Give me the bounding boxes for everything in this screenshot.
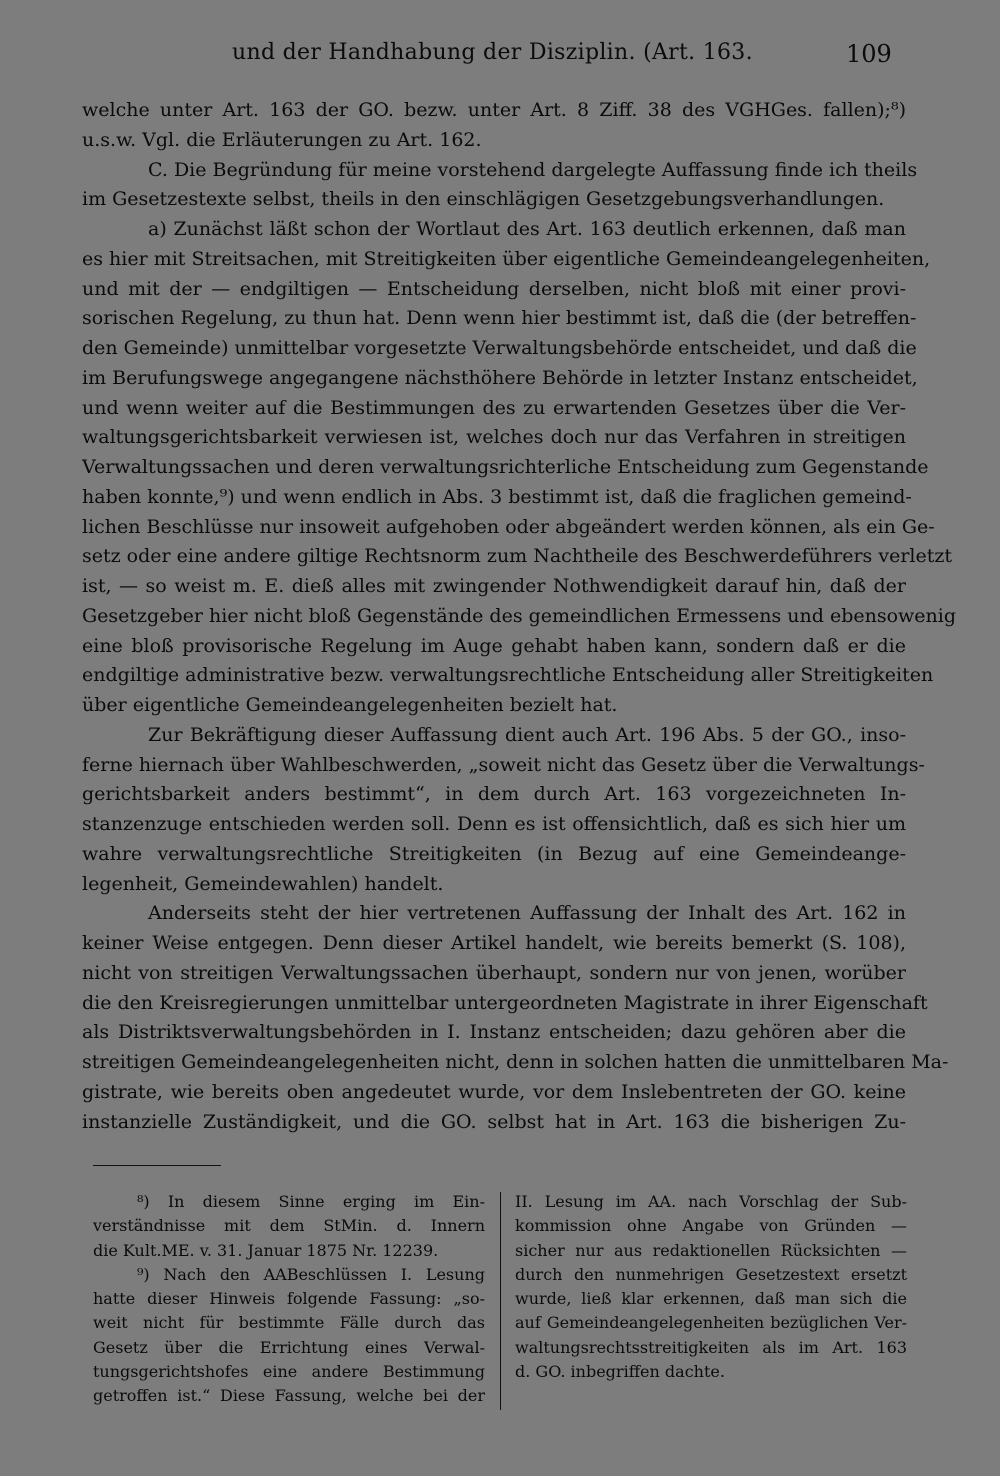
text-line: Zur Bekräftigung dieser Auffassung dient auch Art. 196 Abs. 5 der GO., inso-: [148, 723, 906, 746]
text-line: instanzielle Zuständigkeit, und die GO. selbst hat in Art. 163 die bisherigen Zu-: [82, 1110, 906, 1133]
text-line: lichen Beschlüsse nur insoweit aufgehoben oder abgeändert werden können, als ein Ge-: [82, 515, 935, 538]
text-line: a) Zunächst läßt schon der Wortlaut des Art. 163 deutlich erkennen, daß man: [148, 218, 906, 240]
text-line: es hier mit Streitsachen, mit Streitigkeiten über eigentliche Gemeindeangelegenheiten,: [82, 247, 931, 270]
text-line: im Gesetzestexte selbst, theils in den einschlägigen Gesetzgebungsverhandlungen.: [82, 188, 885, 211]
footnote-line: auf Gemeindeangelegenheiten bezüglichen Ver-: [515, 1313, 907, 1333]
footnote-line: weit nicht für bestimmte Fälle durch das: [93, 1313, 485, 1333]
footnote-column-rule: [500, 1192, 501, 1410]
footnote-line: wurde, ließ klar erkennen, daß man sich die: [515, 1289, 907, 1309]
text-line: ist, — so weist m. E. dieß alles mit zwingender Nothwendigkeit darauf hin, daß der: [82, 575, 906, 597]
footnote-line: kommission ohne Angabe von Gründen —: [515, 1216, 907, 1236]
footnote-divider: [93, 1165, 221, 1166]
footnote-line: getroffen ist.“ Diese Fassung, welche bei der: [93, 1386, 485, 1406]
footnote-line: waltungsrechtsstreitigkeiten als im Art. 163: [515, 1337, 907, 1357]
footnote-line: II. Lesung im AA. nach Vorschlag der Sub-: [515, 1192, 907, 1211]
text-line: welche unter Art. 163 der GO. bezw. unter Art. 8 Ziff. 38 des VGHGes. fallen);⁸): [82, 99, 906, 121]
footnote-line: ⁹) Nach den AABeschlüssen I. Lesung: [137, 1264, 485, 1284]
footnote-line: hatte dieser Hinweis folgende Fassung: „so-: [93, 1289, 485, 1309]
text-line: im Berufungswege angegangene nächsthöhere Behörde in letzter Instanz entscheidet,: [82, 366, 918, 389]
page-number: 109: [846, 40, 892, 68]
text-line: gerichtsbarkeit anders bestimmt“, in dem durch Art. 163 vorgezeichneten In-: [82, 783, 906, 806]
text-line: als Distriktsverwaltungsbehörden in I. Instanz entscheiden; dazu gehören aber die: [82, 1021, 906, 1044]
footnotes-right-column: [515, 1190, 907, 1384]
text-line: haben konnte,⁹) und wenn endlich in Abs. 3 bestimmt ist, daß die fraglichen gemeind-: [82, 485, 912, 508]
footnote-line: d. GO. inbegriffen dachte.: [515, 1362, 725, 1382]
footnote-line: tungsgerichtshofes eine andere Bestimmung: [93, 1362, 485, 1382]
text-line: waltungsgerichtsbarkeit verwiesen ist, welches doch nur das Verfahren in streitigen: [82, 426, 906, 449]
footnote-line: die Kult.ME. v. 31. Januar 1875 Nr. 12239.: [93, 1240, 439, 1260]
text-line: stanzenzuge entschieden werden soll. Denn es ist offensichtlich, daß es sich hier um: [82, 813, 906, 835]
footnote-line: sicher nur aus redaktionellen Rücksichten —: [515, 1240, 907, 1260]
text-line: setz oder eine andere giltige Rechtsnorm zum Nachtheile des Beschwerdeführers verletzt: [82, 545, 953, 568]
footnote-line: verständnisse mit dem StMin. d. Innern: [93, 1216, 485, 1236]
text-line: und mit der — endgiltigen — Entscheidung derselben, nicht bloß mit einer provi-: [82, 277, 906, 300]
text-line: wahre verwaltungsrechtliche Streitigkeiten (in Bezug auf eine Gemeindeange-: [82, 842, 906, 865]
text-line: eine bloß provisorische Regelung im Auge gehabt haben kann, sondern daß er die: [82, 634, 906, 657]
text-line: über eigentliche Gemeindeangelegenheiten bezielt hat.: [82, 694, 618, 716]
text-line: streitigen Gemeindeangelegenheiten nicht, denn in solchen hatten die unmittelbaren Ma-: [82, 1051, 949, 1073]
text-line: und wenn weiter auf die Bestimmungen des zu erwartenden Gesetzes über die Ver-: [82, 396, 906, 419]
footnote-line: ⁸) In diesem Sinne erging im Ein-: [137, 1192, 485, 1211]
text-line: u.s.w. Vgl. die Erläuterungen zu Art. 162.: [82, 128, 482, 151]
text-line: Anderseits steht der hier vertretenen Auffassung der Inhalt des Art. 162 in: [148, 902, 906, 925]
text-line: den Gemeinde) unmittelbar vorgesetzte Verwaltungsbehörde entscheidet, und daß die: [82, 337, 917, 359]
text-line: Verwaltungssachen und deren verwaltungsrichterliche Entscheidung zum Gegenstande: [82, 456, 929, 478]
footnotes-left-column: [93, 1190, 485, 1409]
text-line: nicht von streitigen Verwaltungssachen überhaupt, sondern nur von jenen, worüber: [82, 961, 906, 984]
text-line: gistrate, wie bereits oben angedeutet wurde, vor dem Inslebentreten der GO. keine: [82, 1080, 906, 1103]
footnote-line: Gesetz über die Errichtung eines Verwal-: [93, 1337, 485, 1357]
text-line: C. Die Begründung für meine vorstehend dargelegte Auffassung finde ich theils: [148, 158, 918, 181]
text-line: keiner Weise entgegen. Denn dieser Artikel handelt, wie bereits bemerkt (S. 108),: [82, 932, 906, 954]
text-line: Gesetzgeber hier nicht bloß Gegenstände des gemeindlichen Ermessens und ebensowenig: [82, 604, 957, 627]
running-header: und der Handhabung der Disziplin. (Art. 163.: [232, 40, 753, 65]
text-line: ferne hiernach über Wahlbeschwerden, „soweit nicht das Gesetz über die Verwaltungs-: [82, 753, 925, 776]
text-line: die den Kreisregierungen unmittelbar untergeordneten Magistrate in ihrer Eigenschaft: [82, 991, 928, 1014]
text-line: endgiltige administrative bezw. verwaltungsrechtliche Entscheidung aller Streitigkeiten: [82, 664, 934, 687]
main-text: [82, 96, 957, 1137]
footnote-line: durch den nunmehrigen Gesetzestext ersetzt: [515, 1264, 907, 1284]
text-line: sorischen Regelung, zu thun hat. Denn wenn hier bestimmt ist, daß die (der betreffen-: [82, 307, 917, 330]
text-line: legenheit, Gemeindewahlen) handelt.: [82, 872, 444, 895]
